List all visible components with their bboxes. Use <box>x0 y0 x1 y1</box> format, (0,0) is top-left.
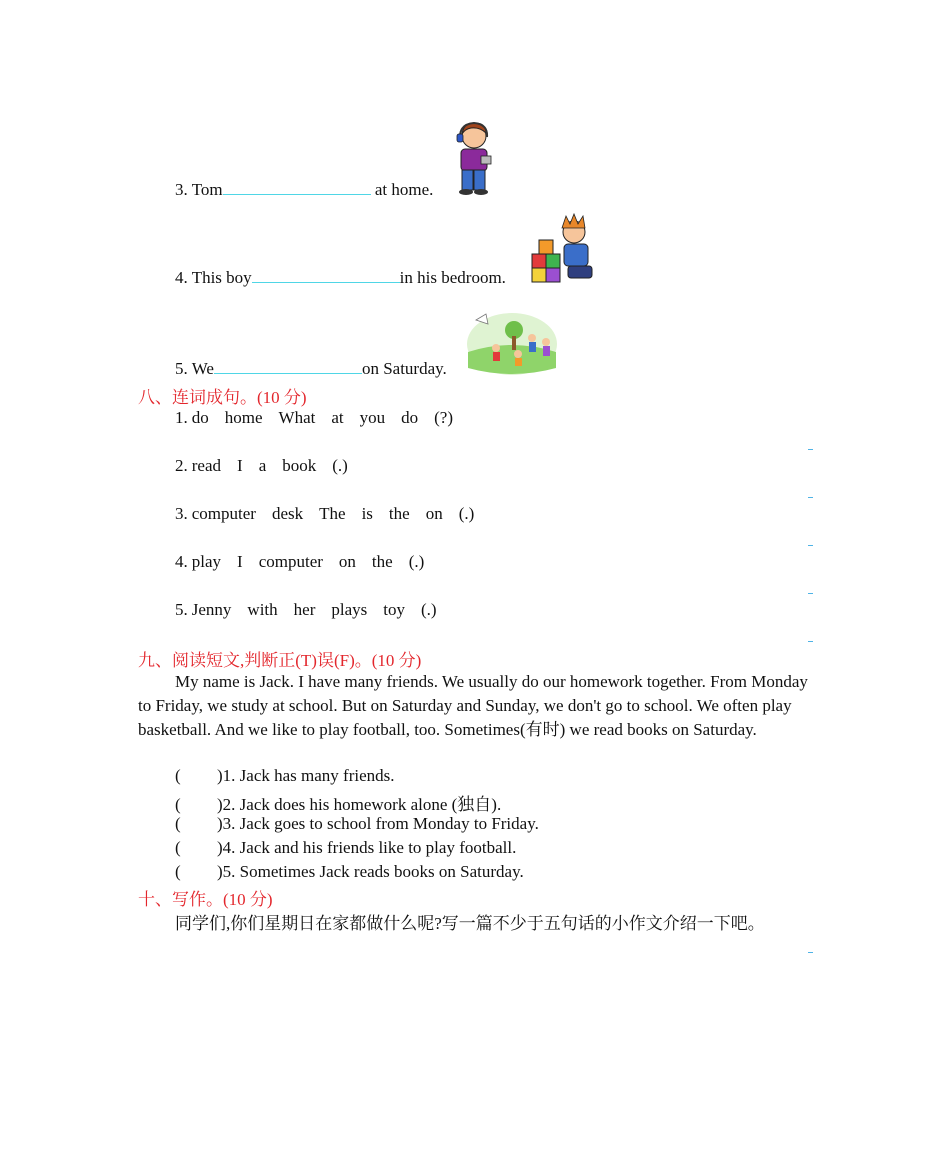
answer-paren[interactable]: ( <box>175 814 181 833</box>
word: toy <box>383 600 405 619</box>
word: What <box>278 408 316 427</box>
answer-line-mark <box>808 497 813 498</box>
word: play <box>191 552 222 571</box>
word: (.) <box>458 504 475 523</box>
tf-statement-4 <box>175 838 516 858</box>
word: I <box>237 552 243 571</box>
word: The <box>319 504 346 523</box>
row-number: 4. <box>175 552 188 571</box>
scrambled-row-1 <box>175 408 469 428</box>
statement-text: )3. Jack goes to school from Monday to Friday. <box>217 814 539 833</box>
answer-line-mark <box>808 952 813 953</box>
row-number: 5. <box>175 600 188 619</box>
fill-item-prefix: 4. This boy <box>175 268 252 287</box>
fill-item-4 <box>175 266 506 288</box>
answer-paren[interactable]: ( <box>175 862 181 881</box>
word: a <box>258 456 267 475</box>
tf-statement-5 <box>175 862 524 882</box>
answer-paren[interactable]: ( <box>175 766 181 785</box>
word: (.) <box>332 456 348 475</box>
fill-item-suffix: on Saturday. <box>361 359 447 378</box>
word: I <box>237 456 243 475</box>
tf-statement-3 <box>175 814 539 834</box>
fill-item-5 <box>175 357 447 379</box>
answer-line-mark <box>808 545 813 546</box>
word: (?) <box>434 408 454 427</box>
word: the <box>371 552 393 571</box>
word: desk <box>271 504 304 523</box>
answer-blank[interactable] <box>252 266 400 283</box>
answer-line-mark <box>808 449 813 450</box>
statement-text: )2. Jack does his homework alone (独自). <box>217 795 502 814</box>
word: do <box>401 408 419 427</box>
word: do <box>191 408 209 427</box>
word: you <box>359 408 386 427</box>
word: on <box>425 504 443 523</box>
word: (.) <box>421 600 437 619</box>
children-playing-park-illustration <box>466 308 558 376</box>
statement-text: )4. Jack and his friends like to play football. <box>217 838 517 857</box>
row-number: 2. <box>175 456 188 475</box>
word: plays <box>331 600 368 619</box>
word: Jenny <box>191 600 232 619</box>
scrambled-row-3 <box>175 504 490 524</box>
scrambled-row-2 <box>175 456 364 476</box>
fill-item-prefix: 3. Tom <box>175 180 223 199</box>
boy-listening-music-illustration <box>447 118 501 196</box>
fill-item-suffix: at home. <box>374 180 434 199</box>
word: book <box>282 456 317 475</box>
scrambled-row-4 <box>175 552 440 572</box>
word: (.) <box>408 552 425 571</box>
boy-playing-blocks-illustration <box>528 212 596 284</box>
word: computer <box>191 504 256 523</box>
word: the <box>388 504 410 523</box>
answer-blank[interactable] <box>223 178 371 195</box>
word: read <box>191 456 222 475</box>
word: is <box>361 504 373 523</box>
tf-statement-2 <box>175 790 501 815</box>
section-9-title: 九、阅读短文,判断正(T)误(F)。(10 分) <box>138 651 422 670</box>
answer-line-mark <box>808 641 813 642</box>
fill-item-suffix: in his bedroom. <box>399 268 506 287</box>
writing-prompt: 同学们,你们星期日在家都做什么呢?写一篇不少于五句话的小作文介绍一下吧。 <box>175 914 765 933</box>
statement-text: )1. Jack has many friends. <box>217 766 395 785</box>
word: on <box>338 552 356 571</box>
word: home <box>224 408 263 427</box>
answer-paren[interactable]: ( <box>175 838 181 857</box>
fill-item-3 <box>175 178 433 200</box>
word: with <box>247 600 278 619</box>
answer-paren[interactable]: ( <box>175 795 181 814</box>
word: computer <box>258 552 323 571</box>
row-number: 1. <box>175 408 188 427</box>
scrambled-row-5 <box>175 600 453 620</box>
section-10-title: 十、写作。(10 分) <box>138 890 273 909</box>
reading-passage: My name is Jack. I have many friends. We usually do our homework together. From Monday to Friday, we study at school. But on Saturday and Sunday, we don't go to school. We often play basketball. And we like to play football, too. Sometimes(有时) we read books on Saturday. <box>138 672 808 739</box>
word: her <box>293 600 316 619</box>
tf-statement-1 <box>175 766 395 786</box>
statement-text: )5. Sometimes Jack reads books on Saturday. <box>217 862 524 881</box>
word: at <box>331 408 344 427</box>
section-8-title: 八、连词成句。(10 分) <box>138 388 307 407</box>
answer-line-mark <box>808 593 813 594</box>
answer-blank[interactable] <box>214 357 362 374</box>
row-number: 3. <box>175 504 188 523</box>
fill-item-prefix: 5. We <box>175 359 214 378</box>
